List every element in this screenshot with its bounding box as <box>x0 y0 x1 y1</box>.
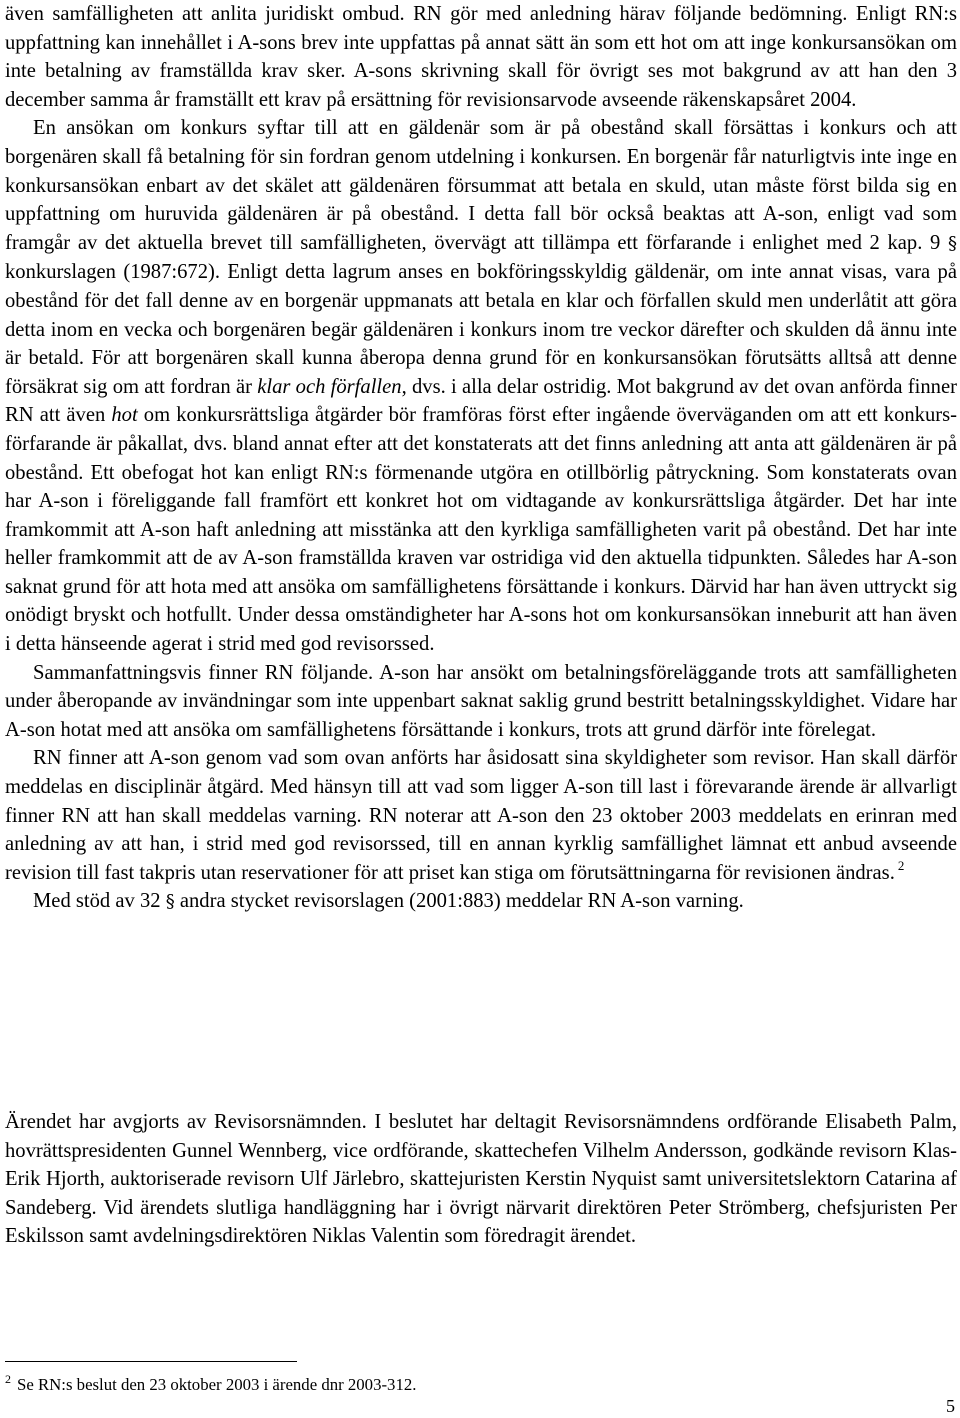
text-segment: RN finner att A-son genom vad som ovan anförts har åsidosatt sina skyldigheter som revisor. Han skall därför meddelas en disciplinär åtgärd. Med hänsyn till att vad som ligger A-son till last i förevarande ärende är allvarligt finner RN att han skall meddelas varning. RN noterar att A-son den 23 oktober 2003 meddelats en erinran med anledning av att han, i strid med god revisorssed, till en annan kyrklig samfällighet lämnat ett anbud avseende revision till fast takpris utan reservationer för att priset kan stiga om förutsättningarna för revisionen ändras. <box>5 747 957 884</box>
emphasis-text: klar och förfallen <box>257 375 402 398</box>
footnote-number: 2 <box>5 1372 11 1386</box>
paragraph-sanction <box>5 744 957 887</box>
footnote-text: Se RN:s beslut den 23 oktober 2003 i ärende dnr 2003-312. <box>17 1375 417 1394</box>
paragraph-konkurs <box>5 114 957 658</box>
decision-paragraph: Ärendet har avgjorts av Revisorsnämnden. I beslutet har deltagit Revisorsnämndens ordförande Elisabeth Palm, hovrättspresidenten Gunnel Wennberg, vice ordförande, skattechefen Vilhelm Andersson, godkände revisorn Klas-Erik Hjorth, auktoriserade revisorn Ulf Järlebro, skattejuristen Kerstin Nyquist samt universitetslektorn Catarina af Sandeberg. Vid ärendets slutliga handläggning har i övrigt närvarit direktören Peter Strömberg, chefsjuristen Per Eskilsson samt avdelningsdirektören Niklas Valentin som föredragit ärendet. <box>5 1111 957 1248</box>
paragraph-summary: Sammanfattningsvis finner RN följande. A-son har ansökt om betalningsföreläggande trots att samfälligheten under åberopande av invändningar som inte uppenbart saknat saklig grund bestritt betalningsskyldighet. Vidare har A-son hotat med att ansöka om samfällighetens försättande i konkurs, trots att grund därför inte förelegat. <box>5 661 957 741</box>
main-text <box>5 0 957 917</box>
text-segment: andra stycket revisorslagen (2001:883) meddelar RN A-son varning. <box>174 890 744 913</box>
text-segment: , dvs. i alla delar ostridig. Mot bakgrund av det ovan anförda finner RN att även <box>5 375 957 427</box>
section-sign: § <box>948 232 957 254</box>
emphasis-text: hot <box>111 404 138 427</box>
text-segment: om konkursrättsliga åtgärder bör framföras först efter ingående överväganden om att ett konkursförfarande är påkallat, dvs. bland annat efter att det konstaterats att det finns anledning att anta att gäldenären är på obestånd. Ett obefogat hot kan enligt RN:s förmenande utgöra en otillbörlig påtryckning. Som konstaterats ovan har A-son i föreliggande fall framfört ett konkret hot om vidtagande av konkursrättsliga åtgärder. Det har inte framkommit att A-son haft anledning att misstänka att den kyrkliga samfälligheten varit på obestånd. Det har inte heller framkommit att de av A-son framställda kraven var ostridiga vid den aktuella tidpunkten. Således har A-son saknat grund för att hota med att ansöka om samfällighetens försättande i konkurs. Därvid har han även uttryckt sig onödigt bryskt och hotfullt. Under dessa omständigheter har A-sons hot om konkursansökan inneburit att han även i detta hänseende agerat i strid med god revisorssed. <box>5 404 957 656</box>
footnote-divider <box>5 1361 297 1362</box>
text-segment: En ansökan om konkurs syftar till att en gäldenär som är på obestånd skall försättas i konkurs och att borgenären skall få betalning för sin fordran genom utdelning i konkursen. En borgenär får naturligtvis inte inge en konkursansökan enbart av det skälet att gäldenären försummat att betala en skuld, utan måste först bilda sig en uppfattning om huruvida gäldenären är på obestånd. I detta fall bör också beaktas att A-son, enligt vad som framgår av det aktuella brevet till samfälligheten, övervägt att tillämpa ett förfarande i enlighet med 2 kap. 9 <box>5 117 957 254</box>
paragraph-ruling <box>5 887 957 917</box>
paragraph-continuation: även samfälligheten att anlita juridiskt ombud. RN gör med anledning härav följande bedömning. Enligt RN:s uppfattning kan innehållet i A-sons brev inte uppfattas på annat sätt än som ett hot om att inge konkursansökan om inte betalning av framställda krav sker. A-sons skrivning skall för övrigt ses mot bakgrund av att han den 3 december samma år framställt ett krav på ersättning för revisionsarvode avseende räkenskapsåret 2004. <box>5 3 957 111</box>
text-segment: konkurslagen (1987:672). Enligt detta lagrum anses en bokföringsskyldig gäldenär, om inte annat visas, vara på obestånd för det fall denne av en borgenär uppmanats att betala en klar och förfallen skuld men underlåtit att göra detta inom en vecka och borgenären begär gäldenären i konkurs inom tre veckor därefter och skulden då ännu inte är betald. För att borgenären skall kunna åberopa denna grund för en konkursansökan förutsätts alltså att denne försäkrat sig om att fordran är <box>5 261 957 398</box>
page-number: 5 <box>946 1396 955 1416</box>
document-body <box>5 0 957 917</box>
text-segment: Med stöd av 32 <box>33 890 161 913</box>
footnote <box>5 1374 416 1397</box>
section-sign: § <box>165 891 175 913</box>
footnote-reference: 2 <box>897 857 905 873</box>
